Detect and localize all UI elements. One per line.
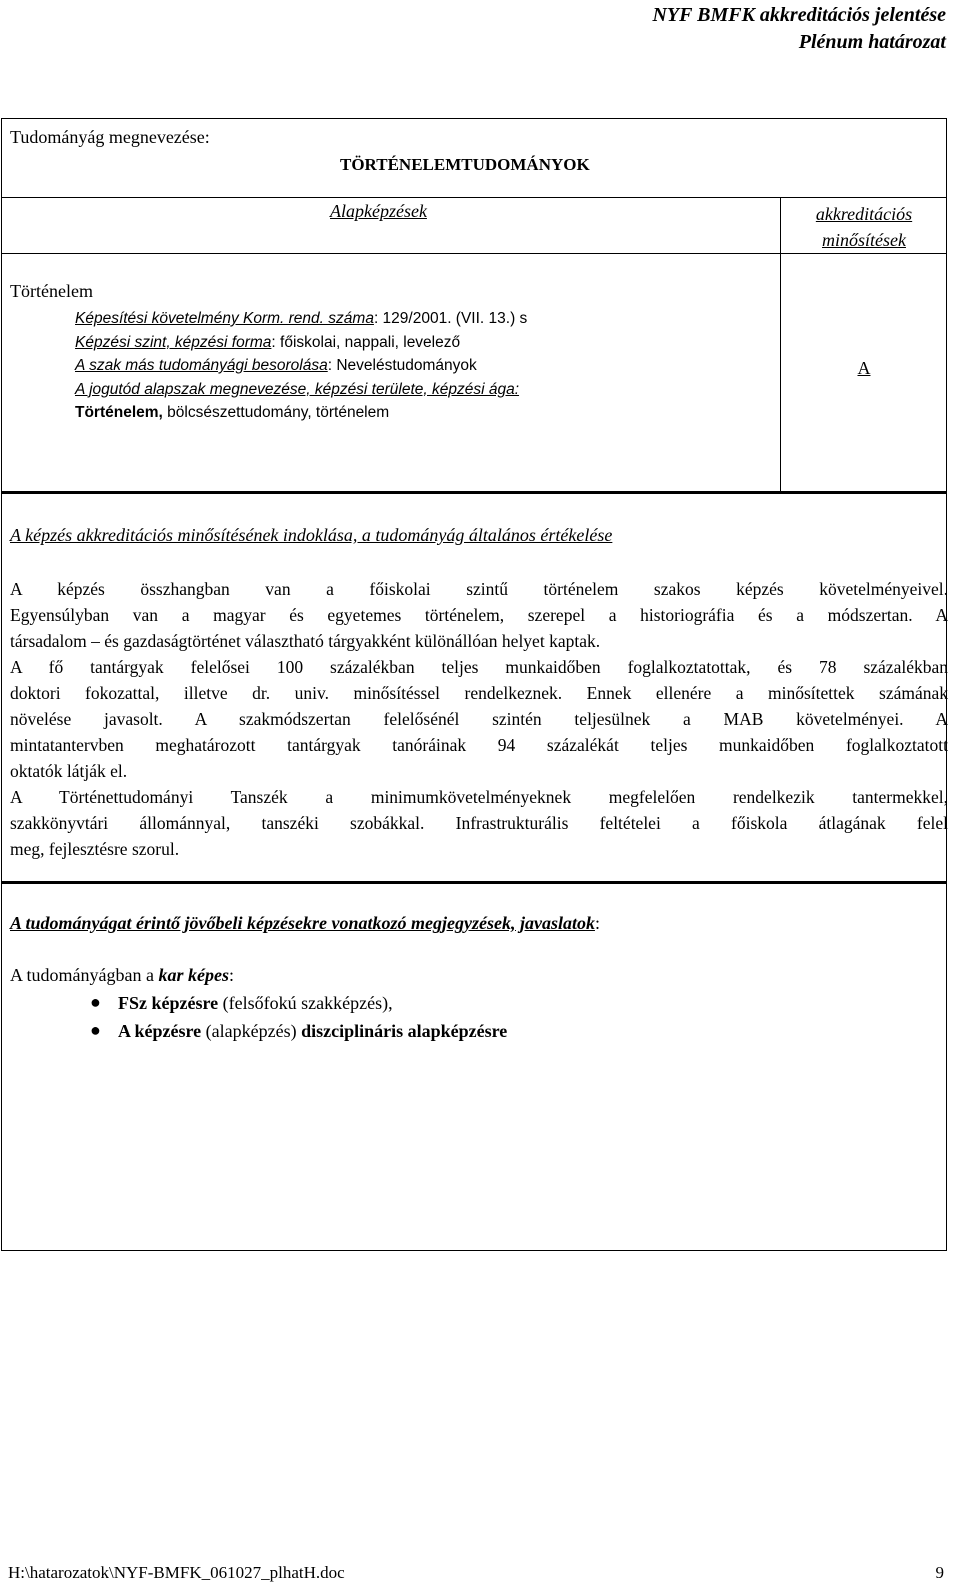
program-details (75, 307, 527, 425)
ratings-column-header: akkreditációs minősítések (815, 204, 913, 250)
justification-line-10: szakkönyvtári állománnyal, tanszéki szobákkal. Infrastrukturális feltételei a főiskola átlagának felel (10, 813, 948, 833)
programs-column-header: Alapképzések (330, 201, 427, 221)
justification-line-6: növelése javasolt. A szakmódszertan felelősénél szintén teljesülnek a MAB követelményei. A (10, 709, 948, 729)
justification-line-11: meg, fejlesztésre szorul. (10, 839, 180, 859)
bullet-icon: ● (90, 992, 101, 1012)
justification-line-7: mintatantervben meghatározott tantárgyak tanóráinak 94 százalékát teljes munkaidőben foglalkoztatott (10, 735, 948, 755)
justification-heading: A képzés akkreditációs minősítésének indoklása, a tudományág általános értékelése (10, 525, 613, 545)
field-label: Tudományág megnevezése: (10, 127, 210, 147)
justification-line-8: oktatók látják el. (10, 761, 128, 781)
future-box (1, 883, 947, 1251)
future-item-1: FSz képzésre (felsőfokú szakképzés), (118, 993, 393, 1013)
program-title: Történelem (10, 281, 93, 301)
requirement-row: Képesítési követelmény Korm. rend. száma: 129/2001. (VII. 13.) s (75, 310, 528, 327)
justification-line-9: A Történettudományi Tanszék a minimumkövetelményeknek megfelelően rendelkezik tantermekkel, (10, 787, 948, 807)
bullet-icon: ● (90, 1020, 101, 1040)
successor-row: Történelem, bölcsészettudomány, történelem (75, 404, 390, 421)
future-heading: A tudományágat érintő jövőbeli képzésekre vonatkozó megjegyzések, javaslatok: (10, 913, 600, 933)
justification-line-5: doktori fokozattal, illetve dr. univ. minősítéssel rendelkeznek. Ennek ellenére a minősítettek számának (10, 683, 948, 703)
field-name: TÖRTÉNELEMTUDOMÁNYOK (340, 155, 590, 174)
future-item-2: A képzésre (alapképzés) diszciplináris alapképzésre (118, 1021, 508, 1041)
justification-line-1: A képzés összhangban van a főiskolai szintű történelem szakos képzés követelményeivel. (10, 579, 948, 599)
justification-line-3: társadalom – és gazdaságtörténet választható tárgyakként különállóan helyet kaptak. (10, 631, 601, 651)
header-line-2: Plénum határozat (798, 31, 946, 53)
level-row: Képzési szint, képzési forma: főiskolai, nappali, levelező (75, 333, 461, 351)
program-rating: A (857, 358, 871, 378)
successor-label: A jogutód alapszak megnevezése, képzési területe, képzési ága: (75, 380, 520, 398)
table-horizontal-divider (1, 253, 947, 254)
future-intro: A tudományágban a kar képes: (10, 965, 234, 985)
document-header (652, 2, 946, 56)
header-line-1: NYF BMFK akkreditációs jelentése (652, 4, 946, 26)
classification-row: A szak más tudományági besorolása: Neveléstudományok (75, 357, 477, 374)
justification-line-4: A fő tantárgyak felelősei 100 százalékban teljes munkaidőben foglalkoztatottak, és 78 százalékban (10, 657, 948, 677)
footer-file-path: H:\hatarozatok\NYF-BMFK_061027_plhatH.doc (8, 1563, 345, 1582)
footer-page-number: 9 (935, 1563, 944, 1582)
justification-line-2: Egyensúlyban van a magyar és egyetemes történelem, szerepel a historiográfia és a módszertan. A (10, 605, 948, 625)
